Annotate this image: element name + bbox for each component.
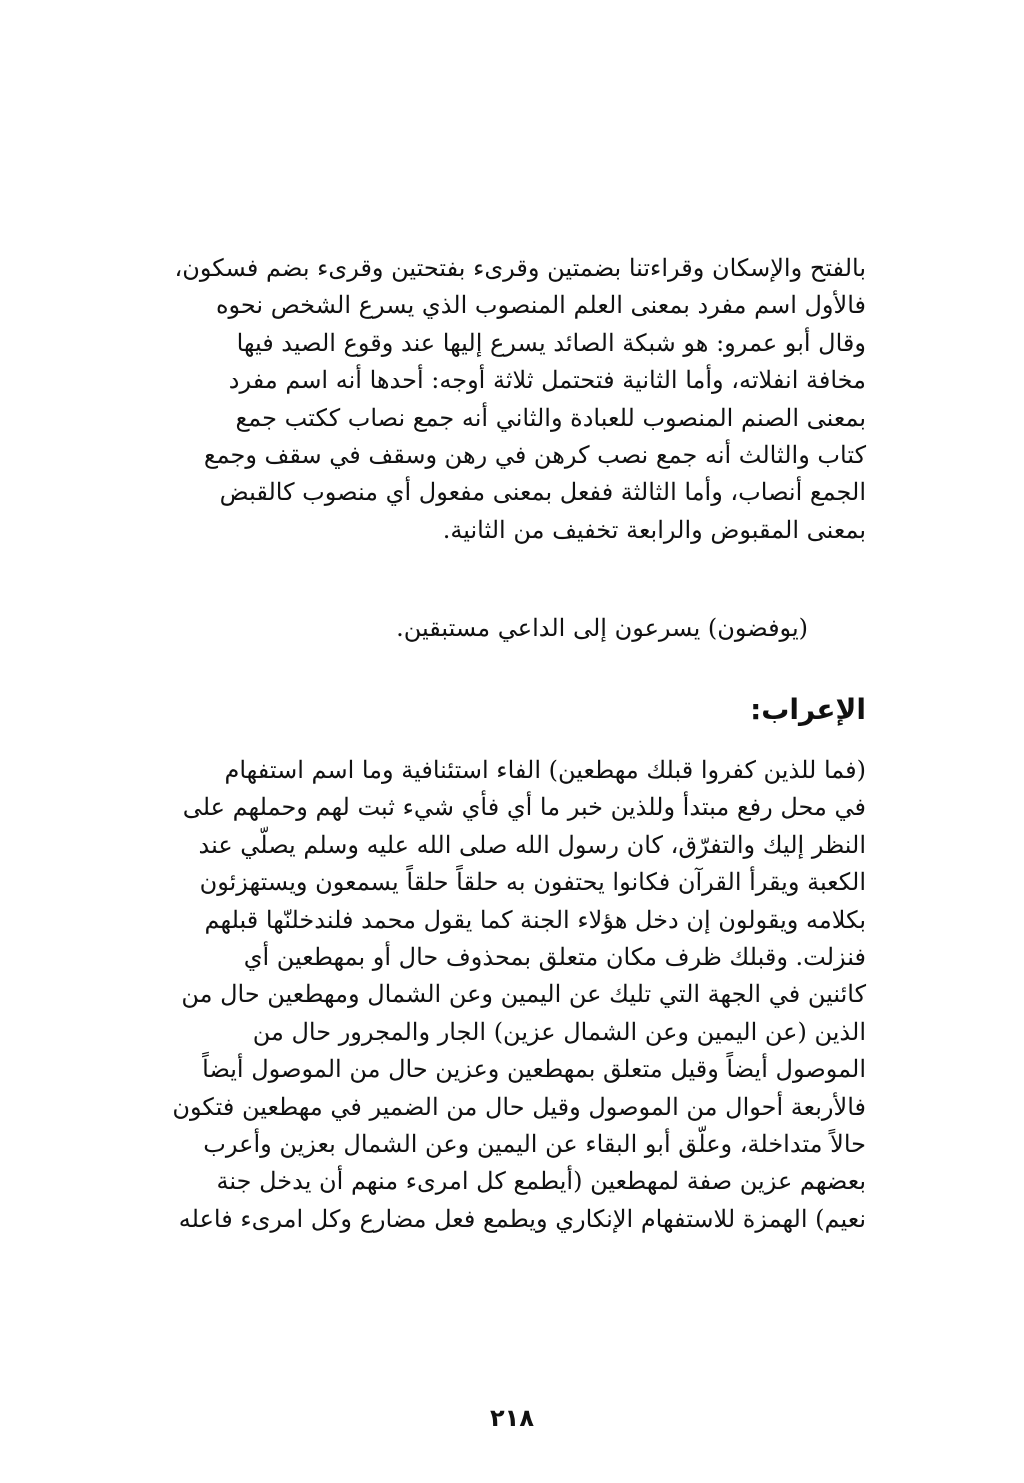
- text-line: مخافة انفلاته، وأما الثانية فتحتمل ثلاثة أوجه: أحدها أنه اسم مفرد: [228, 366, 866, 395]
- text-line: بعضهم عزين صفة لمهطعين (أيطمع كل امرىء منهم أن يدخل جنة: [216, 1167, 866, 1196]
- text-line: بمعنى الصنم المنصوب للعبادة والثاني أنه جمع نصاب ككتب جمع: [235, 403, 866, 432]
- text-line: الموصول أيضاً وقيل متعلق بمهطعين وعزين حال من الموصول أيضاً: [202, 1055, 866, 1084]
- text-line: فنزلت. وقبلك ظرف مكان متعلق بمحذوف حال أو بمهطعين أي: [243, 943, 866, 972]
- text-line: كائنين في الجهة التي تليك عن اليمين وعن الشمال ومهطعين حال من: [181, 980, 866, 1009]
- text-line: في محل رفع مبتدأ وللذين خبر ما أي فأي شيء ثبت لهم وحملهم على: [182, 793, 866, 822]
- text-line: (فما للذين كفروا قبلك مهطعين) الفاء استئنافية وما اسم استفهام: [224, 756, 866, 784]
- text-line: نعيم) الهمزة للاستفهام الإنكاري ويطمع فعل مضارع وكل امرىء فاعله: [178, 1204, 866, 1233]
- text-line: فالأول اسم مفرد بمعنى العلم المنصوب الذي يسرع الشخص نحوه: [215, 291, 866, 320]
- text-line: كتاب والثالث أنه جمع نصب كرهن في رهن وسقف في سقف وجمع: [203, 441, 866, 470]
- text-line: الجمع أنصاب، وأما الثالثة ففعل بمعنى مفعول أي منصوب كالقبض: [219, 478, 866, 507]
- text-line: الكعبة ويقرأ القرآن فكانوا يحتفون به حلقاً حلقاً يسمعون ويستهزئون: [199, 868, 866, 897]
- text-line: بمعنى المقبوض والرابعة تخفيف من الثانية.: [442, 515, 866, 544]
- text-line: الذين (عن اليمين وعن الشمال عزين) الجار والمجرور حال من: [252, 1017, 866, 1046]
- section-heading: الإعراب:: [750, 693, 866, 726]
- paragraph-3: [158, 752, 866, 1238]
- text-line: بكلامه ويقولون إن دخل هؤلاء الجنة كما يقول محمد فلندخلنّها قبلهم: [204, 905, 866, 934]
- text-line: بالفتح والإسكان وقراءتنا بضمتين وقرىء بفتحتين وقرىء بضم فسكون،: [174, 254, 866, 282]
- paragraph-2: [158, 610, 866, 647]
- text-line: وقال أبو عمرو: هو شبكة الصائد يسرع إليها عند وقوع الصيد فيها: [236, 328, 866, 357]
- text-line: فالأربعة أحوال من الموصول وقيل حال من الضمير في مهطعين فتكون: [172, 1092, 866, 1121]
- text-line: (يوفضون) يسرعون إلى الداعي مستبقين.: [396, 614, 808, 642]
- text-line: النظر إليك والتفرّق، كان رسول الله صلى الله عليه وسلم يصلّي عند: [198, 830, 866, 859]
- text-line: حالاً متداخلة، وعلّق أبو البقاء عن اليمين وعن الشمال بعزين وأعرب: [203, 1130, 866, 1159]
- page-number: ٢١٨: [490, 1404, 534, 1432]
- paragraph-1: [158, 250, 866, 549]
